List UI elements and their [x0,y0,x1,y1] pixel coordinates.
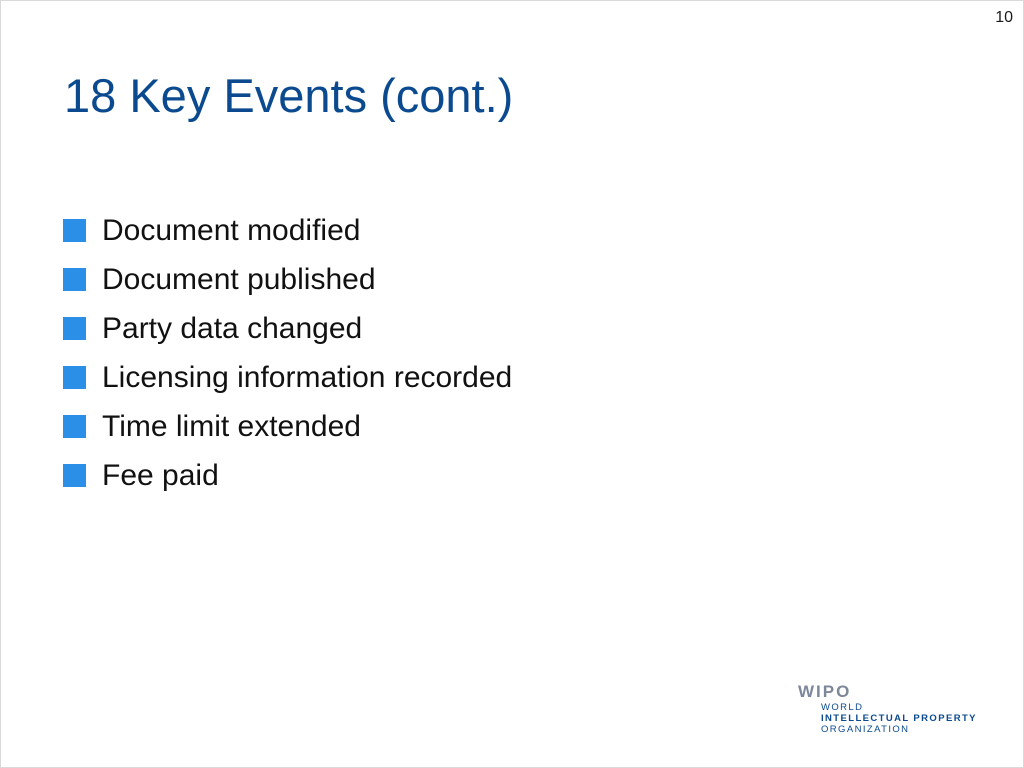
bullet-text: Party data changed [102,311,363,345]
logo-wordmark: WIPO [798,682,852,701]
slide-title: 18 Key Events (cont.) [64,69,514,122]
bullet-text: Licensing information recorded [102,360,513,394]
bullet-item [63,451,512,500]
bullet-item [63,206,512,255]
bullet-text: Fee paid [102,458,219,492]
square-bullet-icon [63,317,86,340]
square-bullet-icon [63,268,86,291]
bullet-text: Time limit extended [102,409,361,443]
logo-line-world: WORLD [821,702,864,713]
bullet-item [63,255,512,304]
bullet-item [63,304,512,353]
page-number: 10 [995,9,1013,26]
square-bullet-icon [63,415,86,438]
wipo-logo [798,683,988,736]
logo-line-organization: ORGANIZATION [821,723,910,735]
square-bullet-icon [63,464,86,487]
bullet-text: Document published [102,262,376,296]
square-bullet-icon [63,366,86,389]
square-bullet-icon [63,219,86,242]
logo-lines [798,703,988,736]
bullet-item [63,353,512,402]
bullet-text: Document modified [102,213,361,247]
bullet-item [63,402,512,451]
logo-line-intellectual-property: INTELLECTUAL PROPERTY [821,712,977,724]
bullet-list [63,206,512,500]
